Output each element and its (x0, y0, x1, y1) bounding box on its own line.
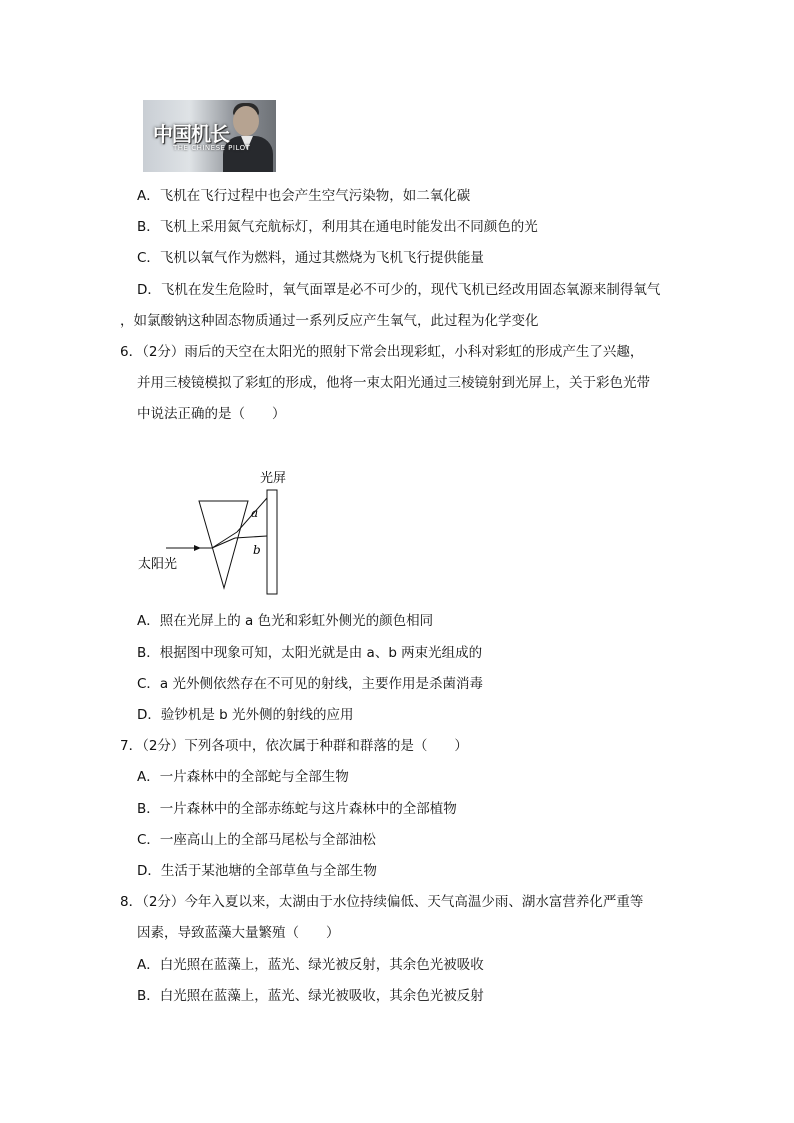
q7-option-b: B．一片森林中的全部赤练蛇与这片森林中的全部植物 (137, 801, 457, 817)
poster-logo-subtitle: THE CHINESE PILOT (173, 144, 251, 152)
q8-stem-line-1: 8．（2分）今年入夏以来，太湖由于水位持续偏低、天气高温少雨、湖水富营养化严重等 (120, 894, 644, 910)
poster-figure-head (233, 106, 259, 136)
q7-stem: 7．（2分）下列各项中，依次属于种群和群落的是（ ） (120, 738, 468, 754)
q6-option-a: A．照在光屏上的 a 色光和彩虹外侧光的颜色相同 (137, 613, 434, 629)
q6-option-c: C．a 光外侧依然存在不可见的射线，主要作用是杀菌消毒 (137, 676, 483, 692)
q6-stem-line-3: 中说法正确的是（ ） (137, 406, 286, 422)
q5-option-c: C．飞机以氧气作为燃料，通过其燃烧为飞机飞行提供能量 (137, 250, 484, 266)
prism-triangle (199, 501, 248, 588)
prism-diagram-svg (136, 466, 296, 598)
q6-stem-line-2: 并用三棱镜模拟了彩虹的形成，他将一束太阳光通过三棱镜射到光屏上，关于彩色光带 (137, 375, 650, 391)
movie-poster-image (143, 100, 276, 172)
ray-b-label: b (253, 543, 261, 557)
q7-option-a: A．一片森林中的全部蛇与全部生物 (137, 769, 349, 785)
q8-stem-line-2: 因素，导致蓝藻大量繁殖（ ） (137, 925, 340, 941)
q6-option-b: B．根据图中现象可知，太阳光就是由 a、b 两束光组成的 (137, 645, 483, 661)
prism-dispersion-diagram (136, 466, 296, 602)
screen-label: 光屏 (260, 471, 287, 486)
poster-logo-title: 中国机长 (153, 122, 229, 146)
q5-option-d-continued: ，如氯酸钠这种固态物质通过一系列反应产生氧气，此过程为化学变化 (120, 313, 539, 329)
ray-a-label: a (251, 506, 259, 520)
q8-option-a: A．白光照在蓝藻上，蓝光、绿光被反射，其余色光被吸收 (137, 957, 484, 973)
sunlight-label: 太阳光 (138, 557, 178, 572)
q5-option-b: B．飞机上采用氮气充航标灯，利用其在通电时能发出不同颜色的光 (137, 219, 538, 235)
q6-stem-line-1: 6．（2分）雨后的天空在太阳光的照射下常会出现彩虹，小科对彩虹的形成产生了兴趣， (120, 344, 644, 360)
q5-option-a: A．飞机在飞行过程中也会产生空气污染物，如二氧化碳 (137, 188, 471, 204)
ray-b (235, 536, 267, 538)
q7-option-d: D．生活于某池塘的全部草鱼与全部生物 (137, 863, 377, 879)
q8-option-b: B．白光照在蓝藻上，蓝光、绿光被吸收，其余色光被反射 (137, 988, 484, 1004)
light-screen (267, 490, 277, 594)
sunlight-arrowhead (194, 545, 201, 551)
ray-inside-a (212, 532, 237, 548)
q5-option-d: D．飞机在发生危险时，氧气面罩是必不可少的，现代飞机已经改用固态氧源来制得氧气 (137, 282, 661, 298)
q7-option-c: C．一座高山上的全部马尾松与全部油松 (137, 832, 376, 848)
ray-inside-b (212, 538, 235, 548)
q6-option-d: D．验钞机是 b 光外侧的射线的应用 (137, 707, 354, 723)
